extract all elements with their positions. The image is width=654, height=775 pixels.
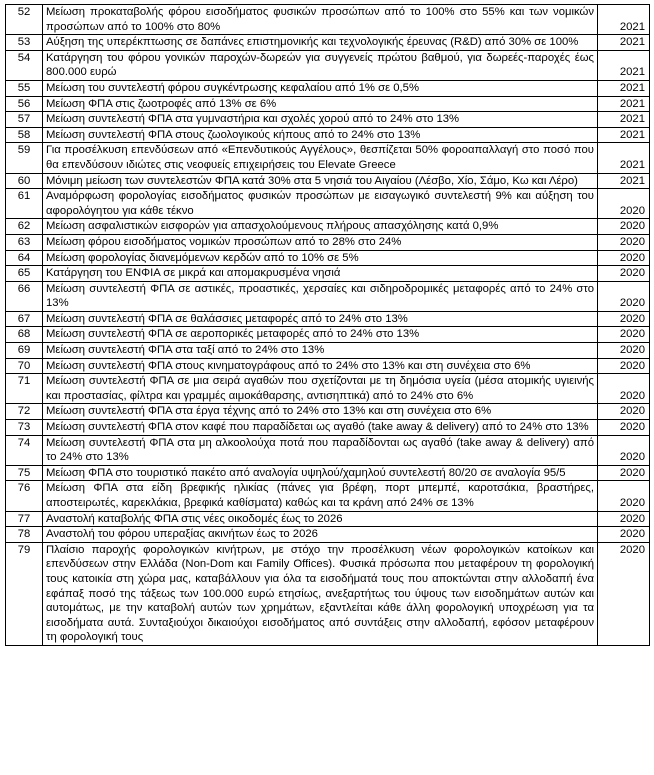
measure-description: Μείωση του συντελεστή φόρου συγκέντρωσης κεφαλαίου από 1% σε 0,5% (43, 80, 598, 96)
measure-year: 2021 (598, 50, 650, 80)
measure-description: Μείωση φορολογίας διανεμόμενων κερδών από το 10% σε 5% (43, 250, 598, 266)
row-number: 77 (6, 511, 43, 527)
table-row (6, 266, 650, 282)
table-row (6, 173, 650, 189)
row-number: 79 (6, 542, 43, 645)
table-row (6, 96, 650, 112)
measure-description: Αναστολή του φόρου υπεραξίας ακινήτων έως το 2026 (43, 527, 598, 543)
row-number: 73 (6, 420, 43, 436)
measure-description: Αύξηση της υπερέκπτωσης σε δαπάνες επιστημονικής και τεχνολογικής έρευνας (R&D) από 30% σε 100% (43, 35, 598, 51)
table-row (6, 481, 650, 511)
row-number: 78 (6, 527, 43, 543)
measure-year: 2021 (598, 96, 650, 112)
measure-description: Μείωση προκαταβολής φόρου εισοδήματος φυσικών προσώπων από το 100% στο 55% και των νομικών προσώπων από το 100% στο 80% (43, 5, 598, 35)
measure-description: Πλαίσιο παροχής φορολογικών κινήτρων, με στόχο την προσέλκυση νέων φορολογικών κατοίκων και επενδύσεων στην Ελλάδα (Non-Dom και Family Offices). Φυσικά πρόσωπα που μεταφέρουν τη φορολογική τους κατοικία στη χώρα μας, καταβάλλουν για όλα τα εισοδήματά τους που αποκτώνται στην αλλοδαπή ένα εφάπαξ ποσό της τάξεως των 100.000 ευρώ ετησίως, ανεξαρτήτως του ύψους των εισοδημάτων αυτών και αυτομάτως, με την καταβολή αυτών των χρημάτων, εξαντλείται κάθε άλλη φορολογική υποχρέωση για τα εισοδήματα αυτά. Συνταξιούχοι δικαιούχοι εισοδήματος από συντάξεις στην αλλοδαπή, εφόσον μεταφέρουν τη φορολογική τους (43, 542, 598, 645)
row-number: 52 (6, 5, 43, 35)
measure-year: 2020 (598, 343, 650, 359)
measure-description: Μείωση ΦΠΑ στις ζωοτροφές από 13% σε 6% (43, 96, 598, 112)
row-number: 65 (6, 266, 43, 282)
measure-description: Κατάργηση του ΕΝΦΙΑ σε μικρά και απομακρυσμένα νησιά (43, 266, 598, 282)
measure-year: 2020 (598, 542, 650, 645)
measure-description: Μείωση ασφαλιστικών εισφορών για απασχολούμενους πλήρους απασχόλησης κατά 0,9% (43, 219, 598, 235)
measure-year: 2021 (598, 112, 650, 128)
measure-description: Για προσέλκυση επενδύσεων από «Επενδυτικούς Αγγέλους», θεσπίζεται 50% φοροαπαλλαγή στο ποσό που θα επενδύσουν ιδιώτες στις νεοφυείς επιχειρήσεις του Elevate Greece (43, 143, 598, 173)
measure-year: 2020 (598, 358, 650, 374)
table-row (6, 219, 650, 235)
row-number: 71 (6, 374, 43, 404)
row-number: 62 (6, 219, 43, 235)
measure-description: Μείωση συντελεστή ΦΠΑ σε αεροπορικές μεταφορές από το 24% στο 13% (43, 327, 598, 343)
measure-year: 2020 (598, 281, 650, 311)
measure-year: 2021 (598, 5, 650, 35)
measure-description: Μείωση συντελεστή ΦΠΑ σε αστικές, προαστικές, χερσαίες και σιδηροδρομικές μεταφορές από το 24% στο 13% (43, 281, 598, 311)
row-number: 76 (6, 481, 43, 511)
measure-year: 2021 (598, 127, 650, 143)
row-number: 66 (6, 281, 43, 311)
table-row (6, 143, 650, 173)
table-row (6, 35, 650, 51)
tax-measures-table (5, 4, 650, 646)
row-number: 53 (6, 35, 43, 51)
measure-year: 2020 (598, 465, 650, 481)
measure-description: Κατάργηση του φόρου γονικών παροχών-δωρεών για συγγενείς πρώτου βαθμού, για δωρεές-παροχές έως 800.000 ευρώ (43, 50, 598, 80)
row-number: 63 (6, 234, 43, 250)
measure-description: Μόνιμη μείωση των συντελεστών ΦΠΑ κατά 30% στα 5 νησιά του Αιγαίου (Λέσβο, Χίο, Σάμο, Κω και Λέρο) (43, 173, 598, 189)
measure-description: Μείωση συντελεστή ΦΠΑ σε θαλάσσιες μεταφορές από το 24% στο 13% (43, 311, 598, 327)
measure-year: 2021 (598, 173, 650, 189)
row-number: 60 (6, 173, 43, 189)
row-number: 56 (6, 96, 43, 112)
measure-description: Μείωση ΦΠΑ στο τουριστικό πακέτο από αναλογία υψηλού/χαμηλού συντελεστή 80/20 σε αναλογία 95/5 (43, 465, 598, 481)
table-row (6, 511, 650, 527)
table-row (6, 250, 650, 266)
table-row (6, 435, 650, 465)
row-number: 70 (6, 358, 43, 374)
table-row (6, 5, 650, 35)
table-row (6, 50, 650, 80)
measure-year: 2020 (598, 435, 650, 465)
measure-year: 2020 (598, 404, 650, 420)
measure-year: 2020 (598, 311, 650, 327)
row-number: 57 (6, 112, 43, 128)
measure-description: Μείωση συντελεστή ΦΠΑ στους ζωολογικούς κήπους από το 24% στο 13% (43, 127, 598, 143)
measure-year: 2021 (598, 80, 650, 96)
measure-description: Μείωση συντελεστή ΦΠΑ στα μη αλκοολούχα ποτά που παραδίδονται ως αγαθό (take away & delivery) από το 24% στο 13% (43, 435, 598, 465)
measure-year: 2020 (598, 481, 650, 511)
measure-description: Μείωση συντελεστή ΦΠΑ στα έργα τέχνης από το 24% στο 13% και στη συνέχεια στο 6% (43, 404, 598, 420)
table-row (6, 404, 650, 420)
table-body (6, 5, 650, 646)
table-row (6, 542, 650, 645)
measure-description: Αναστολή καταβολής ΦΠΑ στις νέες οικοδομές έως το 2026 (43, 511, 598, 527)
measure-description: Μείωση συντελεστή ΦΠΑ στους κινηματογράφους από το 24% στο 13% και στη συνέχεια στο 6% (43, 358, 598, 374)
measure-year: 2021 (598, 35, 650, 51)
measure-description: Μείωση ΦΠΑ στα είδη βρεφικής ηλικίας (πάνες για βρέφη, πορτ μπεμπέ, καροτσάκια, βραστήρες, αποστειρωτές, καρεκλάκια, βρεφικά καθίσματα) καθώς και τα κράνη από 24% σε 13% (43, 481, 598, 511)
measure-year: 2021 (598, 143, 650, 173)
table-row (6, 420, 650, 436)
measure-year: 2020 (598, 266, 650, 282)
table-row (6, 127, 650, 143)
table-row (6, 527, 650, 543)
table-row (6, 112, 650, 128)
table-row (6, 189, 650, 219)
row-number: 64 (6, 250, 43, 266)
measure-year: 2020 (598, 234, 650, 250)
table-row (6, 80, 650, 96)
measure-year: 2020 (598, 374, 650, 404)
measure-description: Αναμόρφωση φορολογίας εισοδήματος φυσικών προσώπων με εισαγωγικό συντελεστή 9% και αύξηση του αφορολόγητου για κάθε τέκνο (43, 189, 598, 219)
measure-year: 2020 (598, 327, 650, 343)
row-number: 69 (6, 343, 43, 359)
measure-year: 2020 (598, 189, 650, 219)
table-row (6, 327, 650, 343)
measure-description: Μείωση συντελεστή ΦΠΑ σε μια σειρά αγαθών που σχετίζονται με τη δημόσια υγεία (μέσα ατομικής υγιεινής και προστασίας, φίλτρα και γραμμές αιμοκάθαρσης, αντισηπτικά) από το 24% στο 6% (43, 374, 598, 404)
measure-year: 2020 (598, 511, 650, 527)
table-row (6, 358, 650, 374)
row-number: 72 (6, 404, 43, 420)
table-row (6, 374, 650, 404)
row-number: 75 (6, 465, 43, 481)
table-row (6, 281, 650, 311)
row-number: 68 (6, 327, 43, 343)
measure-year: 2020 (598, 219, 650, 235)
row-number: 61 (6, 189, 43, 219)
row-number: 59 (6, 143, 43, 173)
measure-description: Μείωση συντελεστή ΦΠΑ στα ταξί από το 24% στο 13% (43, 343, 598, 359)
measure-description: Μείωση συντελεστή ΦΠΑ στον καφέ που παραδίδεται ως αγαθό (take away & delivery) από το 24% στο 13% (43, 420, 598, 436)
row-number: 54 (6, 50, 43, 80)
table-row (6, 234, 650, 250)
table-row (6, 465, 650, 481)
row-number: 74 (6, 435, 43, 465)
measure-year: 2020 (598, 250, 650, 266)
row-number: 58 (6, 127, 43, 143)
row-number: 55 (6, 80, 43, 96)
measure-year: 2020 (598, 527, 650, 543)
table-row (6, 311, 650, 327)
table-row (6, 343, 650, 359)
measure-year: 2020 (598, 420, 650, 436)
measure-description: Μείωση φόρου εισοδήματος νομικών προσώπων από το 28% στο 24% (43, 234, 598, 250)
measure-description: Μείωση συντελεστή ΦΠΑ στα γυμναστήρια και σχολές χορού από το 24% στο 13% (43, 112, 598, 128)
row-number: 67 (6, 311, 43, 327)
